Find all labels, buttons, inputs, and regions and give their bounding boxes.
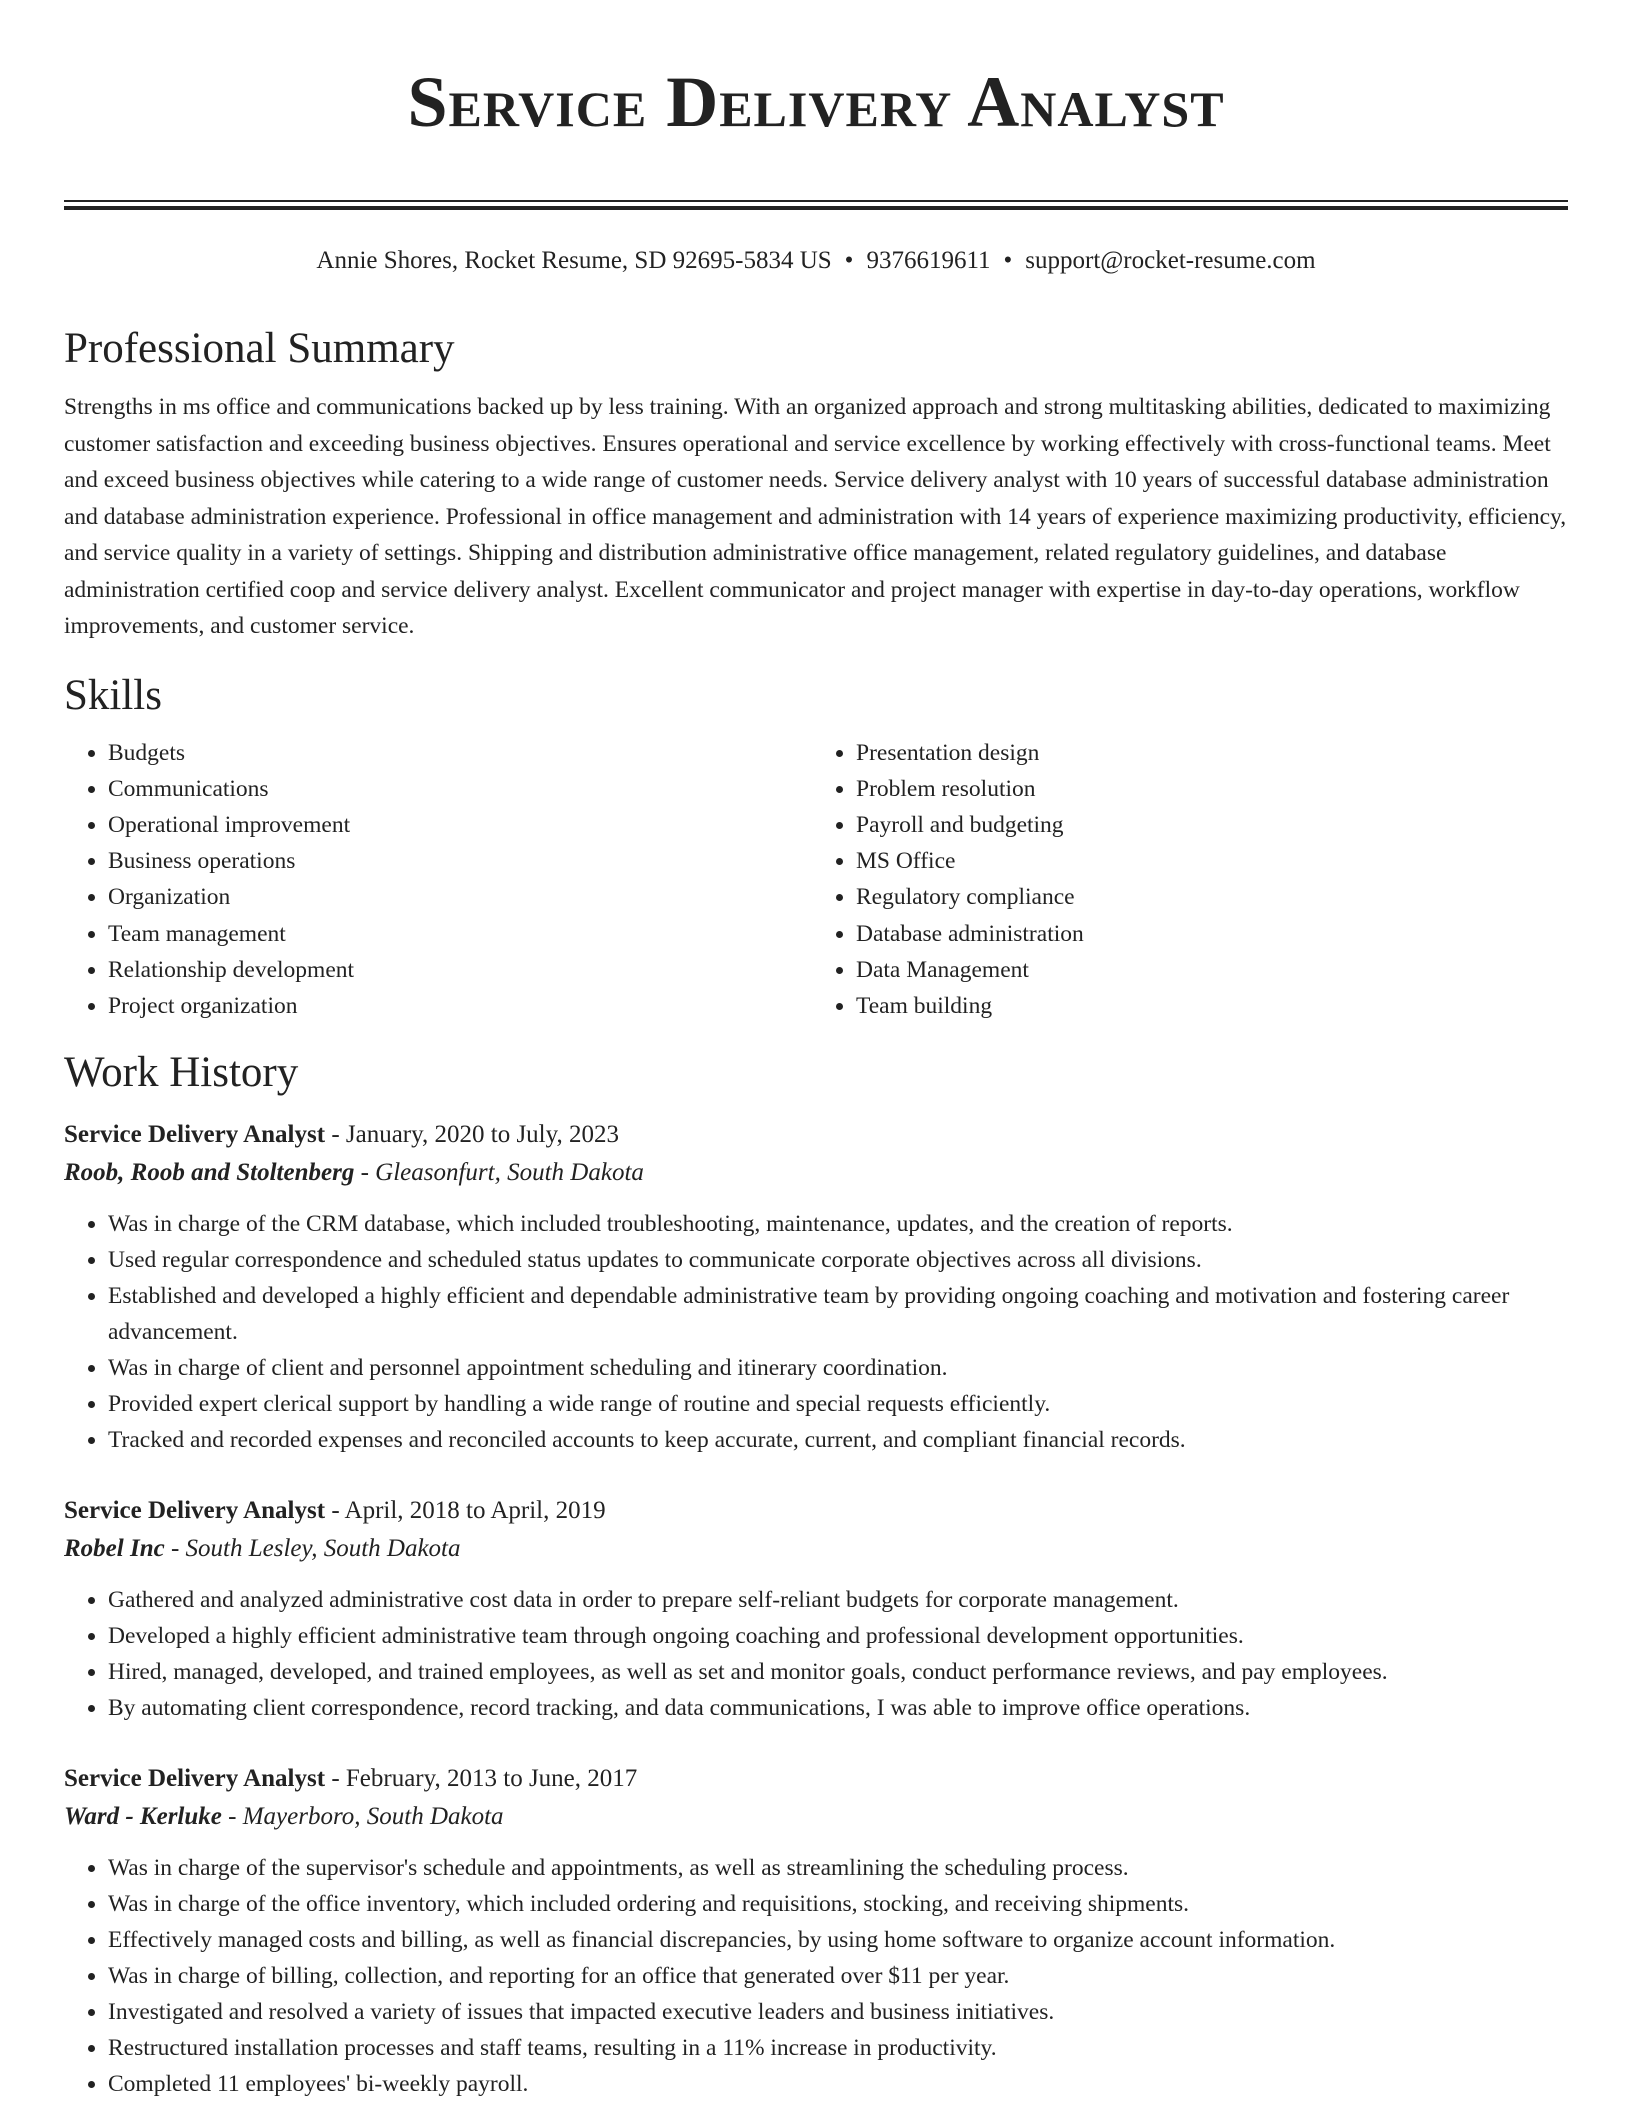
- job-duty-item: • Hired, managed, developed, and trained employees, as well as set and monitor goals, conduct performance reviews, and pay employees.: [108, 1654, 1568, 1690]
- job-duty-item: • Restructured installation processes and staff teams, resulting in a 11% increase in productivity.: [108, 2030, 1568, 2066]
- job-title-line: [64, 1760, 1568, 1798]
- skill-item: • Team management: [108, 916, 808, 952]
- work-history-heading: Work History: [64, 1049, 299, 1097]
- job-entry: [64, 1760, 1568, 2102]
- contact-address: Annie Shores, Rocket Resume, SD 92695-5834 US: [316, 247, 832, 274]
- job-duty-item: • By automating client correspondence, record tracking, and data communications, I was able to improve office operations.: [108, 1690, 1568, 1726]
- resume-title: Service Delivery Analyst: [407, 62, 1225, 142]
- skill-item: • Database administration: [856, 916, 1556, 952]
- skills-column-right: [808, 735, 1556, 1025]
- summary-text: Strengths in ms office and communications backed up by less training. With an organized approach and strong multitasking abilities, dedicated to maximizing customer satisfaction and exceeding business objectives. Ensures operational and service excellence by working effectively with cross-functional teams. Meet and exceed business objectives while catering to a wide range of customer needs. Service delivery analyst with 10 years of successful database administration and database administration experience. Professional in office management and administration with 14 years of experience maximizing productivity, efficiency, and service quality in a variety of settings. Shipping and distribution administrative office management, related regulatory guidelines, and database administration certified coop and service delivery analyst. Excellent communicator and project manager with expertise in day-to-day operations, workflow improvements, and customer service.: [64, 394, 1567, 639]
- job-duty-item: • Developed a highly efficient administrative team through ongoing coaching and professional development opportunities.: [108, 1618, 1568, 1654]
- skills-column-left: [64, 735, 808, 1025]
- contact-email: support@rocket-resume.com: [1025, 247, 1316, 274]
- title-divider: [64, 200, 1568, 210]
- job-duty-item: • Was in charge of the CRM database, which included troubleshooting, maintenance, updates, and the creation of reports.: [108, 1206, 1568, 1242]
- summary-heading: Professional Summary: [64, 325, 455, 372]
- skill-item: • Team building: [856, 988, 1556, 1024]
- job-title: Service Delivery Analyst: [64, 1765, 326, 1793]
- contact-separator: •: [844, 247, 854, 274]
- job-duties-list: [64, 1850, 1568, 2102]
- job-duty-item: • Established and developed a highly efficient and dependable administrative team by providing ongoing coaching and motivation and fostering career advancement.: [108, 1278, 1568, 1350]
- skill-item: • Budgets: [108, 735, 808, 771]
- contact-line: [64, 246, 1568, 276]
- job-duties-list: [64, 1582, 1568, 1726]
- job-title-line: [64, 1116, 1568, 1154]
- job-duties-list: [64, 1206, 1568, 1458]
- job-title: Service Delivery Analyst: [64, 1497, 326, 1525]
- job-duty-item: • Effectively managed costs and billing, as well as financial discrepancies, by using home software to organize account information.: [108, 1922, 1568, 1958]
- job-duty-item: • Investigated and resolved a variety of issues that impacted executive leaders and business initiatives.: [108, 1994, 1568, 2030]
- job-duty-item: • Was in charge of the supervisor's schedule and appointments, as well as streamlining the scheduling process.: [108, 1850, 1568, 1886]
- job-duty-item: • Tracked and recorded expenses and reconciled accounts to keep accurate, current, and compliant financial records.: [108, 1422, 1568, 1458]
- skill-item: • Organization: [108, 879, 808, 915]
- job-duty-item: • Was in charge of client and personnel appointment scheduling and itinerary coordination.: [108, 1350, 1568, 1386]
- company-name: Robel Inc: [64, 1535, 165, 1563]
- company-line: [64, 1798, 1568, 1836]
- job-duty-item: • Completed 11 employees' bi-weekly payroll.: [108, 2066, 1568, 2102]
- job-entry: [64, 1116, 1568, 1458]
- skills-heading: Skills: [64, 671, 162, 719]
- job-duty-item: • Was in charge of billing, collection, and reporting for an office that generated over $11 per year.: [108, 1958, 1568, 1994]
- skill-item: • Relationship development: [108, 952, 808, 988]
- skill-item: • Problem resolution: [856, 771, 1556, 807]
- company-line: [64, 1154, 1568, 1192]
- job-dates: - January, 2020 to July, 2023: [325, 1121, 620, 1149]
- company-location: - South Lesley, South Dakota: [164, 1535, 461, 1563]
- skill-item: • Business operations: [108, 843, 808, 879]
- skill-item: • Data Management: [856, 952, 1556, 988]
- job-entry: [64, 1492, 1568, 1726]
- skill-item: • Regulatory compliance: [856, 879, 1556, 915]
- skill-item: • Communications: [108, 771, 808, 807]
- skill-item: • Payroll and budgeting: [856, 807, 1556, 843]
- company-line: [64, 1530, 1568, 1568]
- job-title: Service Delivery Analyst: [64, 1121, 326, 1149]
- company-location: - Gleasonfurt, South Dakota: [354, 1159, 644, 1187]
- job-duty-item: • Was in charge of the office inventory, which included ordering and requisitions, stocking, and receiving shipments.: [108, 1886, 1568, 1922]
- job-dates: - February, 2013 to June, 2017: [325, 1765, 638, 1793]
- contact-phone: 9376619611: [866, 247, 991, 274]
- job-duty-item: • Gathered and analyzed administrative cost data in order to prepare self-reliant budgets for corporate management.: [108, 1582, 1568, 1618]
- job-duty-item: • Provided expert clerical support by handling a wide range of routine and special requests efficiently.: [108, 1386, 1568, 1422]
- skill-item: • Presentation design: [856, 735, 1556, 771]
- work-history-list: [64, 1116, 1568, 2102]
- company-name: Roob, Roob and Stoltenberg: [64, 1159, 355, 1187]
- job-duty-item: • Used regular correspondence and scheduled status updates to communicate corporate objectives across all divisions.: [108, 1242, 1568, 1278]
- company-location: - Mayerboro, South Dakota: [221, 1803, 504, 1831]
- skill-item: • Operational improvement: [108, 807, 808, 843]
- job-title-line: [64, 1492, 1568, 1530]
- company-name: Ward - Kerluke: [64, 1803, 222, 1831]
- skill-item: • MS Office: [856, 843, 1556, 879]
- skills-list: [64, 735, 1568, 1025]
- skill-item: • Project organization: [108, 988, 808, 1024]
- contact-separator: •: [1003, 247, 1013, 274]
- job-dates: - April, 2018 to April, 2019: [325, 1497, 606, 1525]
